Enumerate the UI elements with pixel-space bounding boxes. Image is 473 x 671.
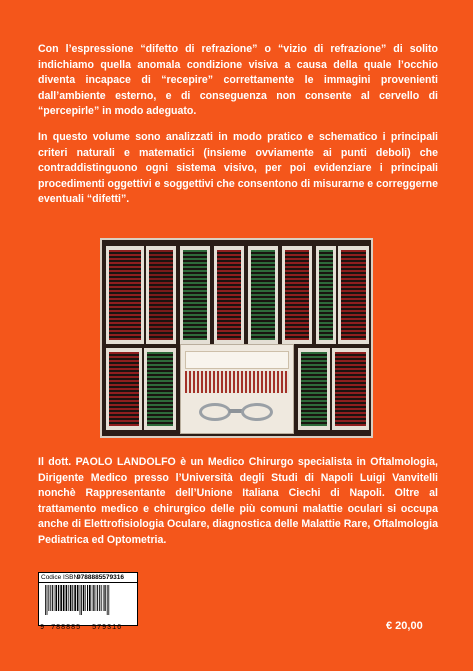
lens-tray xyxy=(248,246,278,344)
barcode-bar xyxy=(104,585,105,611)
lens-tray xyxy=(106,246,144,344)
barcode-bar xyxy=(87,585,88,611)
barcode-bars xyxy=(45,585,133,615)
barcode-bar xyxy=(66,585,68,611)
barcode-bar xyxy=(72,585,73,611)
barcode-digits-right: 579316 xyxy=(92,624,123,632)
barcode-bar xyxy=(54,585,55,611)
barcode-bar xyxy=(70,585,72,611)
isbn-header xyxy=(39,573,137,583)
lens-tray xyxy=(180,246,210,344)
barcode-bar xyxy=(58,585,59,611)
trial-frame-compartment xyxy=(180,344,294,434)
barcode-bar xyxy=(77,585,79,611)
volume-paragraph: In questo volume sono analizzati in modo pratico e schematico i principali criteri naturali e matematici (insieme ovviamente ai punti deboli) che contraddistinguono ogni sistema visivo, per poi evidenziare i principali procedimenti oggettivi e soggettivi che consentono di misurarne e correggerne eventuali “difetti”. xyxy=(38,131,438,206)
lens-tray xyxy=(106,348,142,430)
lens-tray xyxy=(282,246,312,344)
barcode-bar xyxy=(103,585,104,611)
barcode-bar xyxy=(63,585,65,611)
barcode-bar xyxy=(48,585,49,611)
barcode-bar xyxy=(47,585,48,615)
intro-paragraph: Con l’espressione “difetto di refrazione” o “vizio di refrazione” di solito indichiamo quella anomala condizione visiva a causa della quale l’occhio diventa incapace di “recepire” correttamente le immagini provenienti dall’ambiente esterno, e di conseguenza non consente al cervello di “percepirle” in modo adeguato. xyxy=(38,43,438,118)
author-paragraph: Il dott. PAOLO LANDOLFO è un Medico Chirurgo specialista in Oftalmologia, Dirigente Medico presso l’Università degli Studi di Napoli Luigi Vanvitelli nonchè Rappresentante dell’Unione Italiana Ciechi di Napoli. Oltre al trattamento medico e chirurgico delle più comuni malattie oculari si occupa anche di Elettrofisiologia Oculare, diagnostica delle Malattie Rare, Oftalmologia Pediatrica ed Optometria. xyxy=(38,456,438,546)
isbn-label: Codice ISBN xyxy=(41,574,79,581)
barcode-bar xyxy=(55,585,57,611)
barcode-bar xyxy=(83,585,85,611)
lens-tray xyxy=(144,348,176,430)
lens-tray xyxy=(332,348,369,430)
barcode-bar xyxy=(68,585,69,611)
barcode-bar xyxy=(74,585,76,611)
trial-lens-set-photo xyxy=(100,238,373,438)
barcode-bar xyxy=(45,585,46,615)
barcode-bar xyxy=(99,585,100,611)
barcode-bar xyxy=(50,585,51,611)
barcode-bar xyxy=(107,585,108,615)
isbn-barcode xyxy=(38,572,138,632)
trial-frame-left-ring xyxy=(199,403,231,421)
barcode-bar xyxy=(89,585,91,611)
barcode-bar xyxy=(108,585,109,615)
lens-tray xyxy=(214,246,244,344)
barcode-bar xyxy=(96,585,97,611)
barcode-bar xyxy=(101,585,102,611)
lens-tray xyxy=(338,246,369,344)
barcode-digits-left: 788885 xyxy=(51,624,82,632)
barcode-digit-first: 9 xyxy=(40,624,45,632)
lens-tray xyxy=(316,246,336,344)
barcode-bar xyxy=(85,585,86,611)
barcode-bar xyxy=(52,585,53,611)
barcode-bar xyxy=(97,585,98,611)
barcode-bar xyxy=(60,585,62,611)
trial-frame-right-ring xyxy=(241,403,273,421)
barcode-bar xyxy=(92,585,93,611)
price-label: € 20,00 xyxy=(386,620,423,632)
barcode-bar xyxy=(81,585,82,615)
isbn-number: 9788885579316 xyxy=(77,574,124,581)
lens-tray xyxy=(146,246,176,344)
barcode-bar xyxy=(93,585,94,611)
lens-tray xyxy=(298,348,330,430)
barcode-bar xyxy=(80,585,81,615)
